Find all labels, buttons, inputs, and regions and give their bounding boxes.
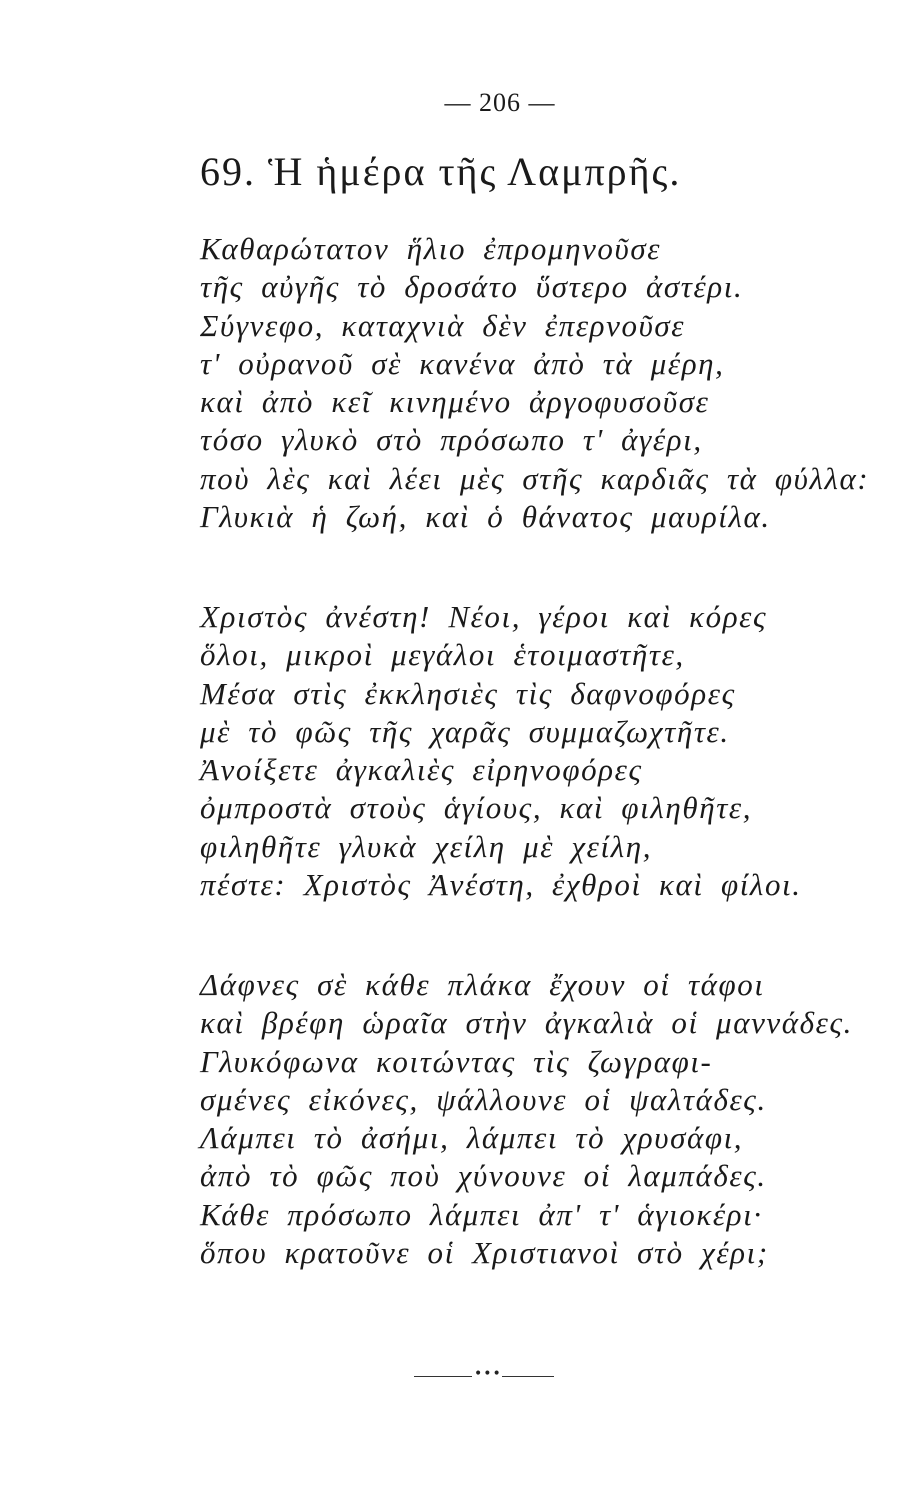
- verse-line: πέστε: Χριστὸς Ἀνέστη, ἐχθροὶ καὶ φίλοι.: [200, 867, 802, 903]
- verse-line: καὶ βρέφη ὡραῖα στὴν ἀγκαλιὰ οἱ μαννάδες.: [200, 1005, 854, 1041]
- verse-line: τόσο γλυκὸ στὸ πρόσωπο τ' ἀγέρι,: [200, 422, 703, 458]
- ornament-dots: •••: [474, 1366, 502, 1382]
- verse-line: φιληθῆτε γλυκὰ χείλη μὲ χείλη,: [200, 828, 653, 864]
- stanza-1: [200, 230, 869, 536]
- verse-line: Χριστὸς ἀνέστη! Νέοι, γέροι καὶ κόρες: [200, 599, 768, 634]
- verse-line: μὲ τὸ φῶς τῆς χαρᾶς συμμαζωχτῆτε.: [200, 713, 730, 749]
- poem-title: 69. Ἡ ἡμέρα τῆς Λαμπρῆς.: [200, 149, 682, 194]
- verse-line: ὅπου κρατοῦνε οἱ Χριστιανοὶ στὸ χέρι;: [200, 1235, 769, 1271]
- verse-line: Σύγνεφο, καταχνιὰ δὲν ἐπερνοῦσε: [200, 307, 686, 343]
- end-ornament: [414, 1366, 554, 1382]
- ornament-rule-left: [414, 1376, 472, 1377]
- verse-line: τ' οὐρανοῦ σὲ κανένα ἀπὸ τὰ μέρη,: [200, 345, 725, 381]
- verse-line: ὀμπροστὰ στοὺς ἁγίους, καὶ φιληθῆτε,: [200, 790, 753, 826]
- verse-line: καὶ ἀπὸ κεῖ κινημένο ἀργοφυσοῦσε: [200, 384, 710, 420]
- verse-line: Μέσα στὶς ἐκκλησιὲς τὶς δαφνοφόρες: [200, 675, 736, 711]
- verse-line: ὅλοι, μικροὶ μεγάλοι ἑτοιμαστῆτε,: [200, 637, 685, 673]
- verse-line: ποὺ λὲς καὶ λέει μὲς στῆς καρδιᾶς τὰ φύλλα:: [200, 460, 870, 496]
- verse-line: Λάμπει τὸ ἀσήμι, λάμπει τὸ χρυσάφι,: [200, 1120, 744, 1156]
- verse-line: ἀπὸ τὸ φῶς ποὺ χύνουνε οἱ λαμπάδες.: [200, 1158, 767, 1194]
- verse-line: Καθαρώτατον ἥλιο ἐπρομηνοῦσε: [200, 231, 662, 266]
- verse-line: σμένες εἰκόνες, ψάλλουνε οἱ ψαλτάδες.: [200, 1081, 767, 1117]
- stanza-3: [200, 966, 853, 1272]
- ornament-rule-right: [502, 1376, 554, 1377]
- stanza-2: [200, 598, 802, 904]
- verse-line: Ἀνοίξετε ἀγκαλιὲς εἰρηνοφόρες: [200, 752, 643, 788]
- verse-line: Δάφνες σὲ κάθε πλάκα ἔχουν οἱ τάφοι: [200, 967, 765, 1002]
- verse-line: Κάθε πρόσωπο λάμπει ἀπ' τ' ἁγιοκέρι·: [200, 1196, 763, 1232]
- verse-line: τῆς αὐγῆς τὸ δροσάτο ὕστερο ἀστέρι.: [200, 269, 744, 305]
- page-number: — 206 —: [444, 88, 556, 117]
- verse-line: Γλυκιὰ ἡ ζωή, καὶ ὁ θάνατος μαυρίλα.: [200, 499, 771, 535]
- verse-line: Γλυκόφωνα κοιτώντας τὶς ζωγραφι-: [200, 1043, 713, 1079]
